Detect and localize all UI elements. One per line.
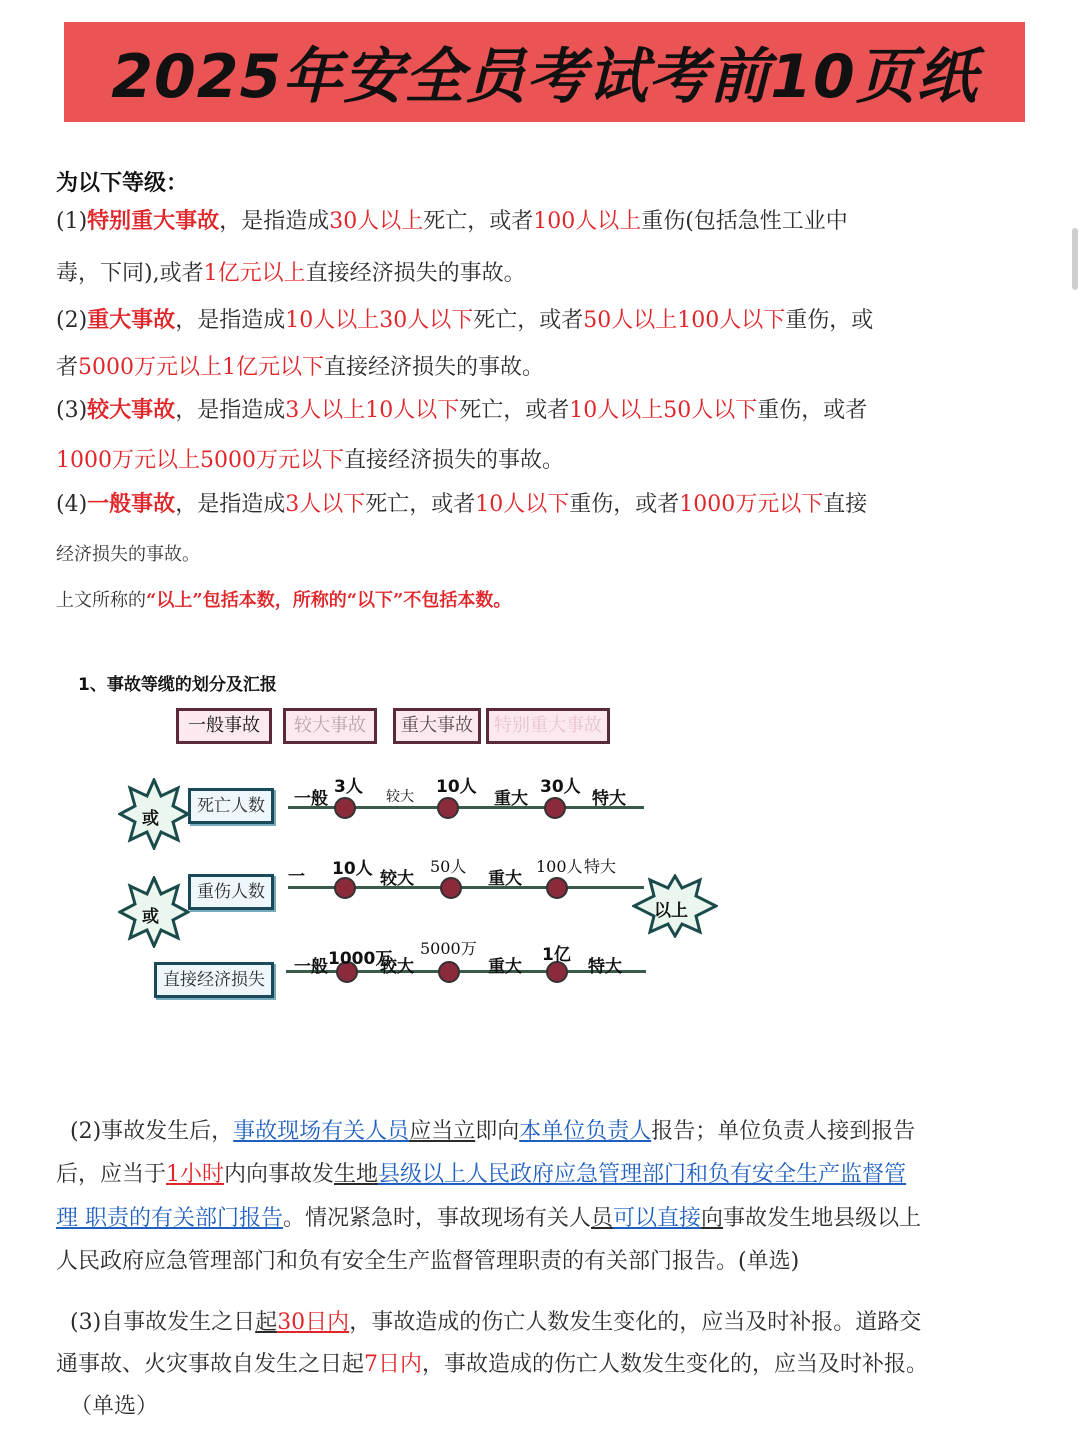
threshold-value: 100人 — [536, 857, 583, 876]
supplement-line-2 — [56, 1347, 928, 1378]
text: 直接经济损失的事故。 — [305, 261, 526, 286]
highlight: 30人以上 — [329, 209, 424, 234]
major-label: 重大 — [488, 869, 522, 889]
highlight: 10人以上50人以下 — [569, 398, 758, 423]
level-3-name: 较大事故 — [87, 397, 176, 423]
special-label: 特大 — [592, 789, 626, 809]
text: 生地 — [334, 1162, 379, 1187]
level-3-line-2 — [56, 443, 564, 474]
link-text: 本单位负责人 — [519, 1119, 652, 1144]
supplement-line-1 — [70, 1305, 921, 1336]
highlight: 30日内 — [277, 1310, 350, 1335]
report-line-3 — [56, 1201, 921, 1232]
category-economic-loss: 直接经济损失 — [154, 962, 274, 998]
level-box-general: 一般事故 — [176, 708, 272, 744]
highlight: 3人以上10人以下 — [285, 398, 460, 423]
highlight: 1小时 — [166, 1162, 225, 1187]
highlight: 50人以上100人以下 — [583, 308, 786, 333]
threshold-value: 30人 — [540, 777, 581, 797]
text: 死亡，或者 — [459, 398, 570, 423]
text: ，事故造成的伤亡人数发生变化的，应当及时补报。道路交 — [349, 1310, 922, 1335]
level-4-line-1 — [56, 487, 867, 518]
level-4-number: (4) — [56, 492, 88, 517]
link-text: 可以直接 — [613, 1206, 702, 1231]
level-1-name: 特别重大事故 — [87, 208, 220, 234]
threshold-value: 5000万 — [420, 939, 477, 958]
report-line-2 — [56, 1157, 906, 1188]
threshold-node — [334, 797, 356, 819]
text: (3)自事故发生之日 — [70, 1310, 256, 1335]
highlight: 1亿元以上 — [203, 261, 306, 286]
text: 者 — [56, 355, 79, 380]
category-injuries: 重伤人数 — [188, 874, 274, 910]
threshold-value: 3人 — [334, 777, 363, 797]
text: 员 — [591, 1206, 614, 1231]
highlight: 5000万元以上1亿元以下 — [78, 355, 325, 380]
text: 通事故、火灾事故自发生之日起 — [56, 1352, 365, 1377]
category-deaths: 死亡人数 — [188, 788, 274, 824]
special-label: 特大 — [584, 857, 617, 876]
level-2-number: (2) — [56, 308, 88, 333]
threshold-node — [546, 877, 568, 899]
above-label: 以上 — [654, 901, 688, 921]
level-box-special: 特别重大事故 — [486, 708, 610, 744]
text: 内向事故发 — [224, 1162, 335, 1187]
text: 事故发生地县级以上 — [723, 1206, 922, 1231]
text: 重伤，或 — [785, 308, 874, 333]
diagram-title: 1、事故等缆的划分及汇报 — [78, 675, 277, 695]
threshold-value: 50人 — [430, 857, 467, 876]
text: 重伤，或者 — [569, 492, 680, 517]
threshold-node — [544, 797, 566, 819]
special-label: 特大 — [588, 957, 622, 977]
threshold-node — [438, 961, 460, 983]
threshold-value: 1亿 — [542, 945, 571, 965]
level-4-name: 一般事故 — [87, 491, 176, 517]
scrollbar-thumb[interactable] — [1072, 228, 1078, 290]
text: 上文所称的 — [56, 590, 146, 611]
text: 向 — [701, 1206, 724, 1231]
general-label: 一般 — [294, 957, 328, 977]
highlight: 1000万元以上5000万元以下 — [56, 448, 344, 473]
level-2-line-2 — [56, 350, 544, 381]
or-label: 或 — [142, 907, 159, 927]
text: 起 — [255, 1310, 278, 1335]
highlight: 100人以上 — [533, 209, 642, 234]
text: 重伤(包括急性工业中 — [641, 209, 848, 234]
major-label: 重大 — [488, 957, 522, 977]
text: ，是指造成 — [175, 308, 286, 333]
page-title: 2025年安全员考试考前10页纸 — [111, 42, 978, 112]
highlight: 10人以上30人以下 — [285, 308, 474, 333]
level-4-line-2: 经济损失的事故。 — [56, 544, 200, 565]
text: 报告；单位负责人接到报告 — [651, 1119, 916, 1144]
threshold-node — [437, 797, 459, 819]
level-1-line-2 — [56, 256, 526, 287]
text: 死亡，或者 — [365, 492, 476, 517]
threshold-node — [334, 877, 356, 899]
highlight: 10人以下 — [475, 492, 570, 517]
general-label: 一 — [288, 867, 305, 887]
section-heading: 为以下等级： — [56, 170, 189, 196]
text: ，是指造成 — [175, 398, 286, 423]
text: 重伤，或者 — [757, 398, 868, 423]
text: 即向 — [475, 1119, 520, 1144]
level-1-number: (1) — [56, 209, 88, 234]
larger-label: 较大 — [386, 789, 414, 805]
highlight: 3人以下 — [285, 492, 366, 517]
scope-note — [56, 586, 511, 612]
text: ，是指造成 — [175, 492, 286, 517]
link-text: 事故现场有关人员 — [233, 1119, 410, 1144]
larger-label: 较大 — [380, 869, 414, 889]
level-box-larger: 较大事故 — [283, 708, 377, 744]
text: 后，应当于 — [56, 1162, 167, 1187]
level-box-major: 重大事故 — [393, 708, 481, 744]
highlight: “以上”包括本数，所称的“以下”不包括本数。 — [146, 590, 512, 611]
report-line-1 — [70, 1114, 915, 1145]
threshold-node — [440, 877, 462, 899]
major-label: 重大 — [494, 789, 528, 809]
link-text: 县级以上人民政府应急管理部门和负有安全生产监督管 — [378, 1162, 907, 1187]
level-2-name: 重大事故 — [87, 307, 176, 333]
level-3-number: (3) — [56, 398, 88, 423]
text: ，是指造成 — [219, 209, 330, 234]
text: (2)事故发生后， — [70, 1119, 234, 1144]
text: 直接经济损失的事故。 — [343, 448, 564, 473]
text: 直接经济损失的事故。 — [324, 355, 545, 380]
threshold-value: 1000万 — [328, 949, 393, 969]
level-2-line-1 — [56, 303, 873, 334]
threshold-value: 10人 — [436, 777, 477, 797]
threshold-value: 10人 — [332, 859, 373, 879]
title-banner — [64, 22, 1025, 122]
text: 死亡，或者 — [473, 308, 584, 333]
text: ，事故造成的伤亡人数发生变化的，应当及时补报。 — [422, 1352, 929, 1377]
level-1-line-1 — [56, 204, 848, 235]
text: 应当立 — [409, 1119, 476, 1144]
highlight: 1000万元以下 — [679, 492, 824, 517]
text: 直接 — [823, 492, 868, 517]
supplement-line-3: （单选） — [70, 1394, 159, 1419]
highlight: 7日内 — [364, 1352, 423, 1377]
text: 毒，下同),或者 — [56, 261, 204, 286]
larger-label: 较大 — [380, 957, 414, 977]
report-line-4: 人民政府应急管理部门和负有安全生产监督管理职责的有关部门报告。(单选) — [56, 1249, 800, 1274]
text: 死亡，或者 — [423, 209, 534, 234]
level-3-line-1 — [56, 393, 867, 424]
general-label: 一般 — [294, 789, 328, 809]
text: 。情况紧急时，事故现场有关人 — [283, 1206, 592, 1231]
accident-level-diagram — [70, 660, 790, 1040]
or-label: 或 — [142, 809, 159, 829]
link-text: 理 职责的有关部门报告 — [56, 1206, 283, 1231]
